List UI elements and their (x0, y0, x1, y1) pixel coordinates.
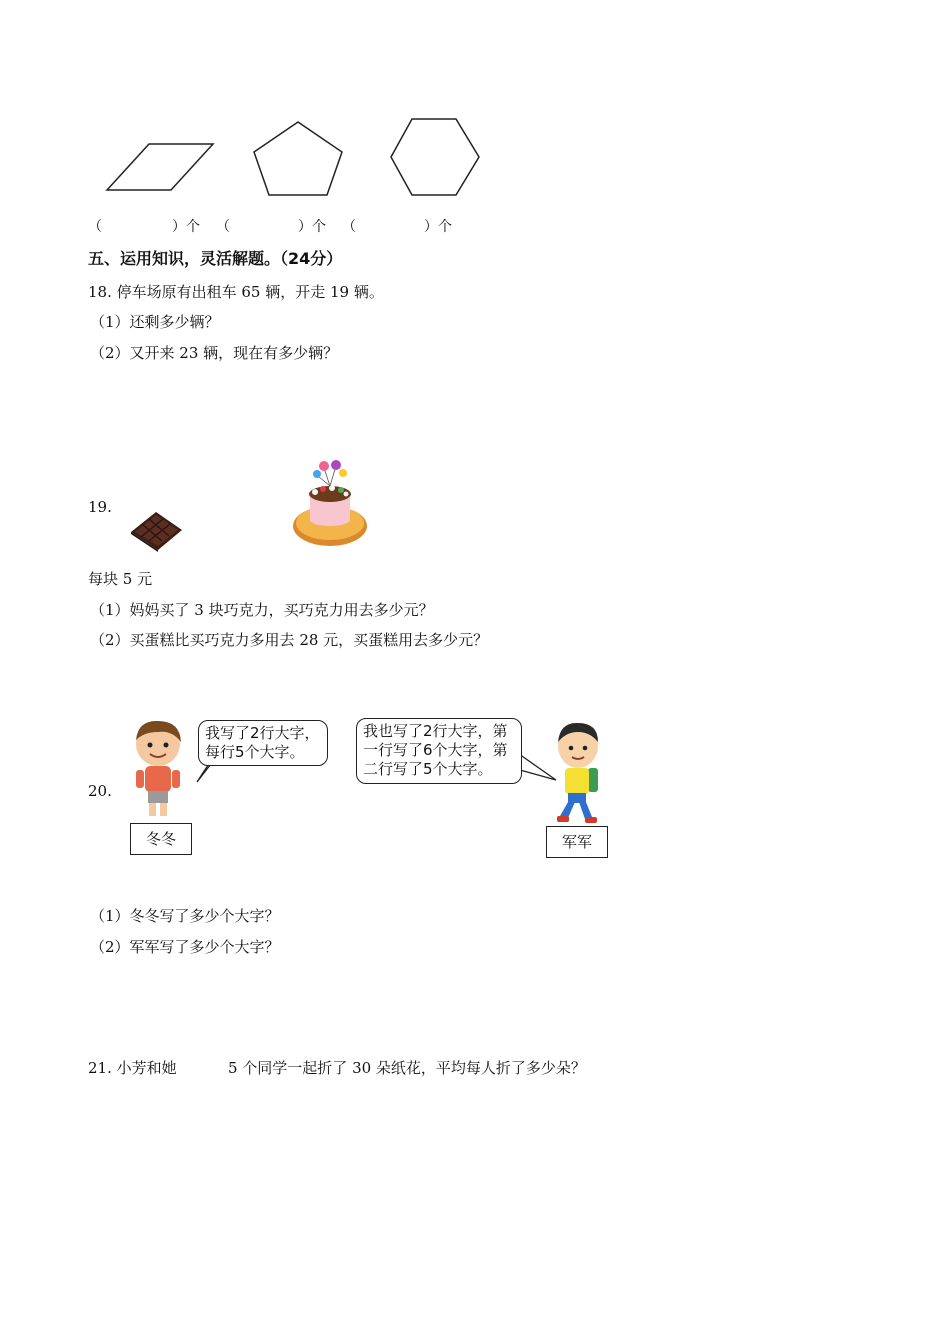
blank-1-close: ）个 (172, 219, 200, 235)
blank-3-close: ）个 (424, 219, 452, 235)
q18-part-2: （2）又开来 23 辆，现在有多少辆？ (90, 344, 339, 362)
blank-3-open: （ (342, 219, 356, 235)
q19-part-1: （1）妈妈买了 3 块巧克力，买巧克力用去多少元？ (90, 601, 434, 619)
q19-number: 19. (88, 498, 112, 516)
q18-part-1: （1）还剩多少辆？ (90, 313, 220, 331)
blank-2-close: ）个 (298, 219, 326, 235)
q20-number: 20. (88, 782, 112, 800)
q19-price: 每块 5 元 (88, 570, 153, 588)
boy-junjun-image (548, 720, 606, 824)
boy-dongdong-image (128, 718, 188, 820)
q20-part-1: （1）冬冬写了多少个大字？ (90, 907, 280, 925)
q18-stem: 18. 停车场原有出租车 65 辆，开走 19 辆。 (88, 283, 384, 301)
cake-image (290, 456, 370, 550)
speech-bubble-dongdong: 我写了2行大字， 每行5个大字。 (198, 720, 328, 766)
pentagon-shape (254, 122, 342, 195)
name-box-junjun: 军军 (546, 826, 608, 858)
q20-part-2: （2）军军写了多少个大字？ (90, 938, 280, 956)
blank-1-open: （ (88, 219, 102, 235)
speech-bubble-junjun: 我也写了2行大字，第 一行写了6个大字，第 二行写了5个大字。 (356, 718, 522, 784)
name-box-dongdong: 冬冬 (130, 823, 192, 855)
blank-2-open: （ (216, 219, 230, 235)
q21-stem-start: 21. 小芳和她 (88, 1059, 177, 1077)
section-5-title: 五、运用知识，灵活解题。（24分） (88, 249, 343, 268)
shapes-figure (95, 112, 495, 208)
q21-stem-end: 5 个同学一起折了 30 朵纸花，平均每人折了多少朵？ (228, 1059, 586, 1077)
hexagon-shape (391, 119, 479, 195)
q19-part-2: （2）买蛋糕比买巧克力多用去 28 元，买蛋糕用去多少元？ (90, 631, 489, 649)
chocolate-image (128, 510, 184, 552)
parallelogram-shape (107, 144, 213, 190)
